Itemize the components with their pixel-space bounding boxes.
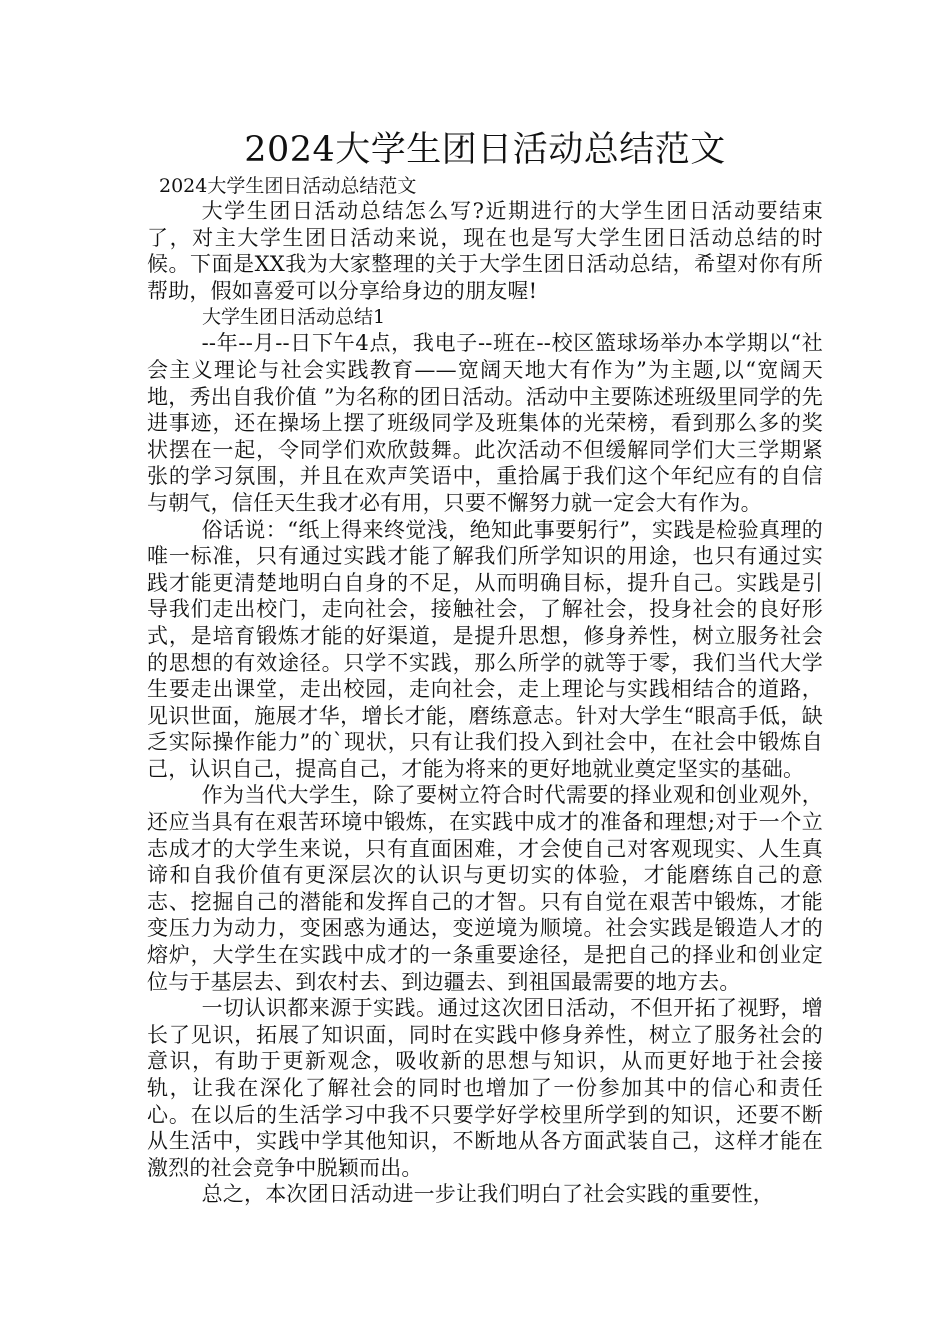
intro-paragraph: 大学生团日活动总结怎么写?近期进行的大学生团日活动要结束了，对主大学生团日活动来说，现在也是写大学生团日活动总结的时候。下面是XX我为大家整理的关于大学生团日活动总结，希望对你有所帮助，假如喜爱可以分享给身边的朋友喔! [147, 199, 823, 303]
document-page [147, 128, 823, 1208]
body-paragraph-1: --年--月--日下午4点，我电子--班在--校区篮球场举办本学期以“社会主义理论与社会实践教育——宽阔天地大有作为”为主题,以“宽阔天地，秀出自我价值 ”为名称的团日活动。活动中主要陈述班级里同学的先进事迹，还在操场上摆了班级同学及班集体的光荣榜，看到那么多的奖状摆在一起，令同学们欢欣鼓舞。此次活动不但缓解同学们大三学期紧张的学习氛围，并且在欢声笑语中，重拾属于我们这个年纪应有的自信与朝气，信任天生我才必有用，只要不懈努力就一定会大有作为。 [147, 331, 823, 515]
document-title: 2024大学生团日活动总结范文 [244, 130, 726, 170]
body-paragraph-2: 俗话说：“纸上得来终觉浅，绝知此事要躬行”，实践是检验真理的唯一标准，只有通过实践才能了解我们所学知识的用途，也只有通过实践才能更清楚地明白自身的不足，从而明确目标，提升自己。实践是引导我们走出校门，走向社会，接触社会，了解社会，投身社会的良好形式，是培育锻炼才能的好渠道，是提升思想，修身养性，树立服务社会的思想的有效途径。只学不实践，那么所学的就等于零，我们当代大学生要走出课堂，走出校园，走向社会，走上理论与实践相结合的道路，见识世面，施展才华，增长才能，磨练意志。针对大学生“眼高手低，缺乏实际操作能力”的`现状，只有让我们投入到社会中，在社会中锻炼自己，认识自己，提高自己，才能为将来的更好地就业奠定坚实的基础。 [147, 517, 823, 781]
document-subtitle: 2024大学生团日活动总结范文 [159, 175, 417, 197]
body-paragraph-3: 作为当代大学生，除了要树立符合时代需要的择业观和创业观外，还应当具有在艰苦环境中锻炼，在实践中成才的准备和理想;对于一个立志成才的大学生来说，只有直面困难，才会使自己对客观现实、人生真谛和自我价值有更深层次的认识与更切实的体验，才能磨练自己的意志、挖掘自己的潜能和发挥自己的才智。只有自觉在艰苦中锻炼，才能变压力为动力，变困惑为通达，变逆境为顺境。社会实践是锻造人才的熔炉，大学生在实践中成才的一条重要途径，是把自己的择业和创业定位与于基层去、到农村去、到边疆去、到祖国最需要的地方去。 [147, 783, 823, 994]
section-heading: 大学生团日活动总结1 [202, 306, 386, 329]
body-paragraph-5: 总之，本次团日活动进一步让我们明白了社会实践的重要性， [201, 1182, 774, 1207]
body-paragraph-4: 一切认识都来源于实践。通过这次团日活动，不但开拓了视野，增长了见识，拓展了知识面，同时在实践中修身养性，树立了服务社会的意识，有助于更新观念，吸收新的思想与知识，从而更好地于社会接轨，让我在深化了解社会的同时也增加了一份参加其中的信心和责任心。在以后的生活学习中我不只要学好学校里所学到的知识，还要不断从生活中，实践中学其他知识，不断地从各方面武装自己，这样才能在激烈的社会竞争中脱颖而出。 [147, 996, 823, 1180]
